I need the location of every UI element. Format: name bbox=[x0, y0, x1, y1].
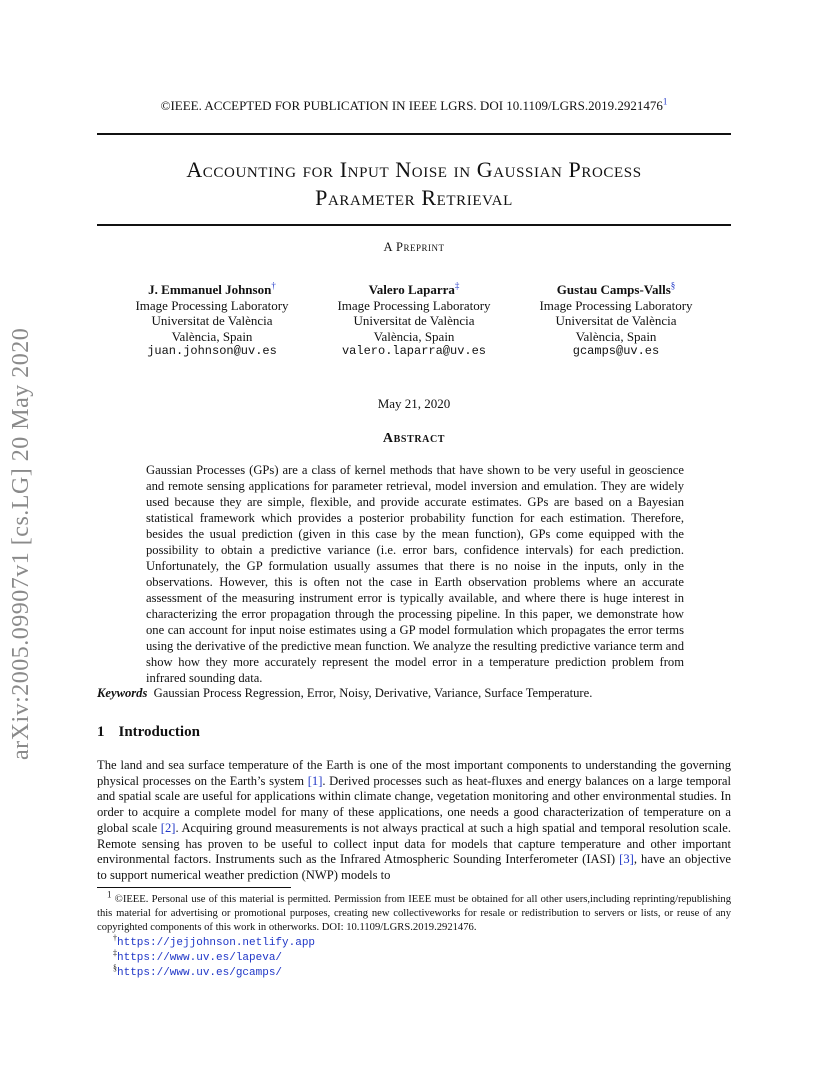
header-footnote-link[interactable]: 1 bbox=[662, 96, 668, 107]
author-block-3 bbox=[496, 282, 736, 360]
title-line-1: Accounting for Input Noise in Gaussian Process bbox=[186, 157, 642, 182]
intro-text-4: , have an objective to support numerical weather prediction (NWP) models to bbox=[97, 852, 731, 882]
footnote-mark: 1 bbox=[107, 889, 112, 900]
publication-date: May 21, 2020 bbox=[377, 396, 451, 411]
author-lab: Image Processing Laboratory bbox=[337, 297, 491, 313]
author-footnote-link[interactable]: † bbox=[271, 280, 276, 291]
footnote-copyright bbox=[97, 889, 731, 935]
footnote-link-item bbox=[97, 950, 731, 965]
author-email: juan.johnson@uv.es bbox=[147, 344, 277, 358]
intro-text-1: The land and sea surface temperature of the Earth is one of the most important components to understanding the governing physical processes on the Earth’s system bbox=[97, 758, 731, 788]
keywords-label: Keywords bbox=[97, 686, 148, 700]
abstract-heading: Abstract bbox=[382, 431, 446, 446]
author-university: Universitat de València bbox=[555, 313, 677, 328]
section-title: Introduction bbox=[118, 724, 200, 740]
footnote-mark: ‡ bbox=[113, 948, 117, 958]
keywords-line bbox=[97, 686, 737, 701]
author-email: valero.laparra@uv.es bbox=[341, 344, 487, 358]
paper-title bbox=[0, 156, 828, 212]
section-heading bbox=[97, 724, 200, 741]
author-location: València, Spain bbox=[575, 328, 657, 344]
author-name: Valero Laparra bbox=[368, 282, 455, 297]
title-bottom-rule bbox=[97, 224, 731, 226]
citation-link[interactable]: [2] bbox=[160, 820, 176, 835]
footnote-url[interactable]: https://jejjohnson.netlify.app bbox=[117, 937, 316, 949]
author-lab: Image Processing Laboratory bbox=[135, 297, 289, 313]
abstract-text: Gaussian Processes (GPs) are a class of kernel methods that have shown to be very useful in geoscience and remote sensing applications for parameter retrieval, model inversion and emulation. They are widely used because they are simple, flexible, and provide accurate estimates. GPs are based on a Bayesian statistical framework which provides a posterior probability function for each estimation. Therefore, besides the usual prediction (given in this case by the mean function), GPs come equipped with the possibility to obtain a predictive variance (i.e. error bars, confidence intervals) for each prediction. Unfortunately, the GP formulation usually assumes that there is no noise in the inputs, only in the observations. However, this is often not the case in Earth observation problems where an accurate assessment of the measuring instrument error is typically available, and where there is huge interest in characterizing the error propagation through the processing pipeline. In this paper, we demonstrate how one can account for input noise estimates using a GP model formulation which propagates the error terms using the derivative of the predictive mean function. We analyze the resulting predictive variance term and show how they more accurately represent the model error in a temperature prediction problem from infrared sounding data. bbox=[146, 463, 684, 685]
top-rule bbox=[97, 133, 731, 135]
author-name: Gustau Camps-Valls bbox=[556, 282, 671, 297]
author-footnote-link[interactable]: § bbox=[670, 280, 676, 291]
author-university: Universitat de València bbox=[151, 313, 273, 328]
citation-link[interactable]: [3] bbox=[619, 852, 634, 867]
section-number: 1 bbox=[97, 724, 105, 740]
arxiv-sidebar-stamp: arXiv:2005.09907v1 [cs.LG] 20 May 2020 bbox=[8, 327, 34, 760]
footnote-url[interactable]: https://www.uv.es/gcamps/ bbox=[117, 967, 283, 979]
preprint-label: A Preprint bbox=[383, 240, 445, 254]
footnotes bbox=[97, 889, 731, 980]
footnote-link-item bbox=[97, 965, 731, 980]
title-line-2: Parameter Retrieval bbox=[315, 185, 513, 210]
author-university: Universitat de València bbox=[353, 313, 475, 328]
intro-text-3: . Acquiring ground measurements is not always practical at such a high spatial and temporal resolution scale. Remote sensing has proven to be useful to collect input data for models that capture temperature and other important environmental factors. Instruments such as the Infrared Atmospheric Sounding Interferometer (IASI) bbox=[97, 820, 732, 867]
footnote-copyright-text: IEEE. Personal use of this material is permitted. Permission from IEEE must be obtained for all other users,including reprinting/republishing this material for advertising or promotional purposes, creating new collectiveworks for resale or redistribution to servers or lists, or reuse of any copyrighted components of this work in otherworks. DOI: 10.1109/LGRS.2019.2921476. bbox=[97, 894, 731, 933]
intro-text-2: . Derived processes such as heat-fluxes and energy balances on a large temporal and spatial scale are useful for applications within climate change, vegetation monitoring and other environmental studies. In order to acquire a complete model for many of these applications, one needs a good characterization of temperature on a global scale bbox=[97, 773, 731, 835]
author-email: gcamps@uv.es bbox=[572, 344, 660, 358]
footnote-mark: † bbox=[113, 933, 117, 943]
author-lab: Image Processing Laboratory bbox=[539, 297, 693, 313]
keywords-text: Gaussian Process Regression, Error, Noisy, Derivative, Variance, Surface Temperature. bbox=[153, 686, 593, 700]
footnote-copyright-symbol: © bbox=[114, 894, 123, 905]
copyright-symbol: © bbox=[160, 98, 171, 113]
author-location: València, Spain bbox=[373, 328, 455, 344]
intro-paragraph bbox=[97, 758, 731, 884]
footnote-mark: § bbox=[113, 963, 117, 973]
footnote-url[interactable]: https://www.uv.es/lapeva/ bbox=[117, 952, 283, 964]
copyright-line: IEEE. ACCEPTED FOR PUBLICATION IN IEEE LGRS. DOI 10.1109/LGRS.2019.2921476 bbox=[170, 98, 663, 113]
footnote-rule bbox=[97, 887, 291, 888]
author-location: València, Spain bbox=[171, 328, 253, 344]
citation-link[interactable]: [1] bbox=[307, 773, 323, 788]
author-footnote-link[interactable]: ‡ bbox=[454, 280, 460, 291]
author-name: J. Emmanuel Johnson bbox=[148, 282, 272, 297]
copyright-header bbox=[0, 98, 828, 114]
footnote-link-item bbox=[97, 935, 731, 950]
